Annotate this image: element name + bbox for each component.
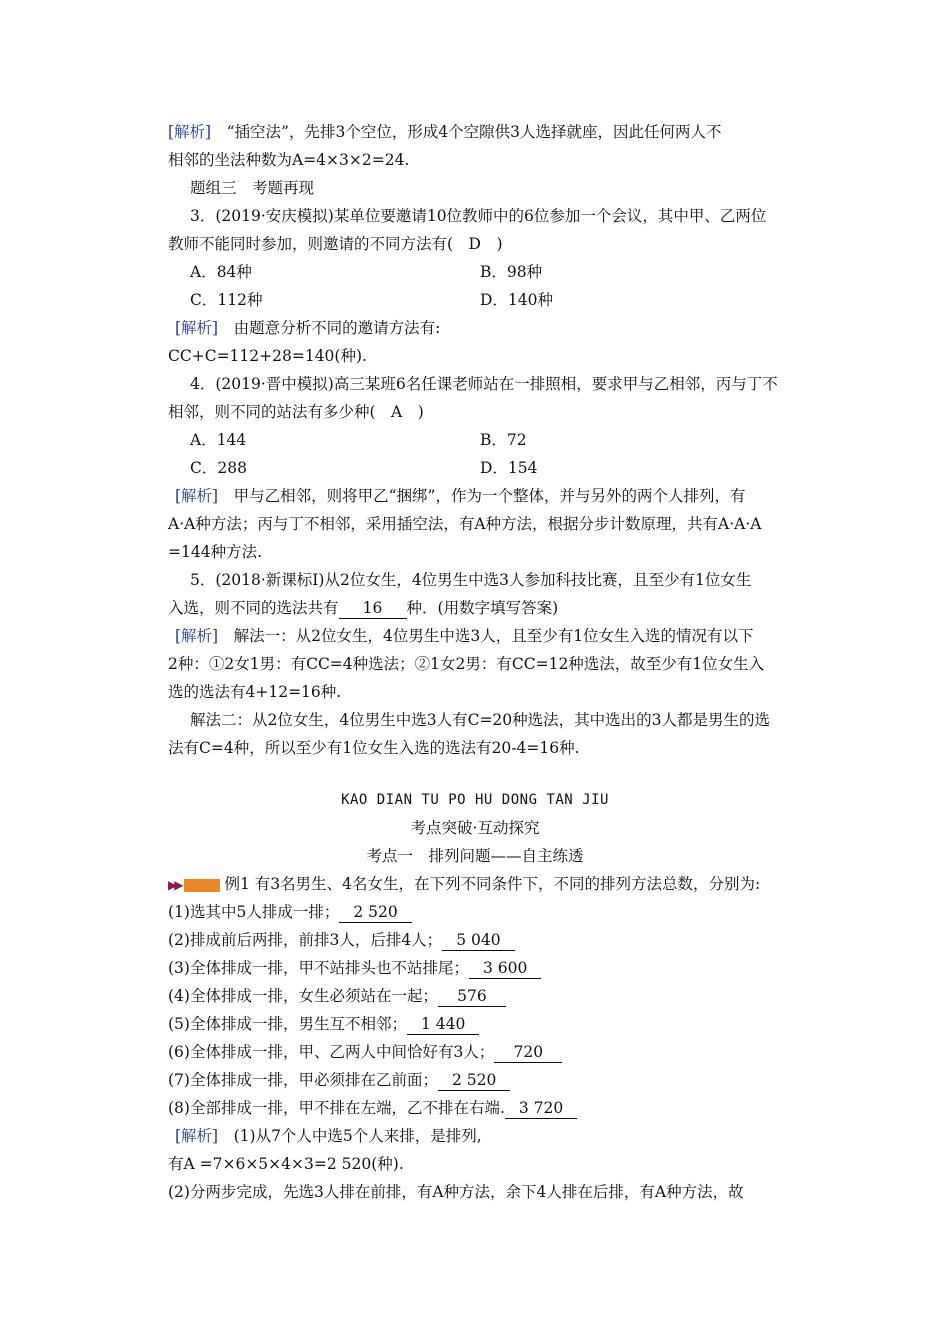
- example-item: [168, 930, 818, 951]
- item-question: (1)选其中5人排成一排；: [168, 903, 340, 921]
- example-item: [168, 1014, 818, 1035]
- text-line: 相邻，则不同的站法有多少种( A ): [168, 403, 424, 421]
- text-line: =144种方法.: [168, 543, 262, 561]
- answer-blank: 2 520: [438, 1070, 510, 1091]
- section-heading: 题组三 考题再现: [190, 179, 315, 197]
- item-question: (7)全体排成一排，甲必须排在乙前面；: [168, 1071, 438, 1089]
- text-line: 有A =7×6×5×4×3=2 520(种).: [168, 1155, 404, 1173]
- option-c: C．288: [190, 459, 247, 477]
- question-5: 5．(2018·新课标Ⅰ)从2位女生，4位男生中选3人参加科技比赛，且至少有1位女生: [190, 571, 752, 589]
- solution-line: [175, 1126, 825, 1146]
- text-line: 选的选法有4+12=16种.: [168, 683, 342, 701]
- example-intro: [168, 874, 818, 895]
- solution-text: “插空法”，先排3个空位，形成4个空隙供3人选择就座，因此任何两人不: [211, 123, 722, 141]
- example-item: [168, 958, 818, 979]
- answer-blank: 5 040: [442, 930, 514, 951]
- example-badge: [184, 879, 220, 892]
- example-item: [168, 1070, 818, 1091]
- option-b: B．98种: [480, 263, 543, 281]
- solution-text: (1)从7个人中选5个人来排，是排列,: [218, 1127, 482, 1145]
- formula-line: CC+C=112+28=140(种).: [168, 347, 367, 365]
- text-part: 入选，则不同的选法共有: [168, 599, 339, 617]
- section-pinyin: KAO DIAN TU PO HU DONG TAN JIU: [341, 792, 609, 808]
- answer-blank: 3 720: [505, 1098, 577, 1119]
- question-3: 3．(2019·安庆模拟)某单位要邀请10位教师中的6位参加一个会议，其中甲、乙两位: [190, 207, 767, 225]
- item-question: (5)全体排成一排，男生互不相邻；: [168, 1015, 407, 1033]
- section-title: 考点突破·互动探究: [410, 819, 540, 837]
- question-4: 4．(2019·晋中模拟)高三某班6名任课老师站在一排照相，要求甲与乙相邻，丙与丁不: [190, 375, 778, 393]
- text-line: (2)分两步完成，先选3人排在前排，有A种方法，余下4人排在后排，有A种方法，故: [168, 1183, 744, 1201]
- example-item: [168, 902, 818, 923]
- item-question: (2)排成前后两排，前排3人，后排4人；: [168, 931, 443, 949]
- example-item: [168, 986, 818, 1007]
- item-question: (6)全体排成一排，甲、乙两人中间恰好有3人；: [168, 1043, 495, 1061]
- double-arrow-icon: ▶▶: [168, 878, 181, 892]
- text-line: 法有C=4种，所以至少有1位女生入选的选法有20-4=16种.: [168, 739, 580, 757]
- solution-tag: [解析]: [175, 627, 219, 645]
- solution-line: [175, 626, 825, 646]
- answer-blank: 576: [438, 986, 506, 1007]
- text-line: 相邻的坐法种数为A=4×3×2=24.: [168, 151, 410, 169]
- text-line: [168, 598, 818, 619]
- solution-tag: [解析]: [168, 123, 212, 141]
- option-a: A．144: [190, 431, 247, 449]
- answer-blank: 3 600: [469, 958, 541, 979]
- option-c: C．112种: [190, 291, 263, 309]
- text-part: 种．(用数字填写答案): [406, 599, 559, 617]
- item-question: (4)全体排成一排，女生必须站在一起；: [168, 987, 438, 1005]
- option-b: B．72: [480, 431, 527, 449]
- solution-line: [175, 318, 825, 338]
- answer-blank: 1 440: [407, 1014, 479, 1035]
- answer-blank: 720: [494, 1042, 562, 1063]
- solution-tag: [解析]: [175, 319, 219, 337]
- solution-text: 解法一：从2位女生，4位男生中选3人，且至少有1位女生入选的情况有以下: [218, 627, 754, 645]
- text-line: 解法二：从2位女生，4位男生中选3人有C=20种选法，其中选出的3人都是男生的选: [190, 711, 771, 729]
- option-d: D．140种: [480, 291, 554, 309]
- solution-tag: [解析]: [175, 487, 219, 505]
- example-item: [168, 1042, 818, 1063]
- text-line: 教师不能同时参加，则邀请的不同方法有( D ): [168, 235, 503, 253]
- section-subtitle: 考点一 排列问题——自主练透: [366, 847, 584, 865]
- solution-text: 甲与乙相邻，则将甲乙“捆绑”，作为一个整体，并与另外的两个人排列，有: [218, 487, 746, 505]
- example-item: [168, 1098, 818, 1119]
- option-d: D．154: [480, 459, 538, 477]
- solution-line: [175, 486, 825, 506]
- solution-line: [168, 122, 818, 142]
- item-question: (3)全体排成一排，甲不站排头也不站排尾；: [168, 959, 469, 977]
- text-line: 2种：①2女1男：有CC=4种选法；②1女2男：有CC=12种选法，故至少有1位女生入: [168, 655, 765, 673]
- answer-blank: 16: [339, 598, 407, 619]
- item-question: (8)全部排成一排，甲不排在左端，乙不排在右端.: [168, 1099, 505, 1117]
- example-text: 例1 有3名男生、4名女生，在下列不同条件下，不同的排列方法总数，分别为:: [224, 875, 761, 893]
- text-line: A·A种方法；丙与丁不相邻，采用插空法，有A种方法，根据分步计数原理，共有A·A·A: [168, 515, 762, 533]
- answer-blank: 2 520: [339, 902, 411, 923]
- solution-text: 由题意分析不同的邀请方法有:: [218, 319, 441, 337]
- solution-tag: [解析]: [175, 1127, 219, 1145]
- option-a: A．84种: [190, 263, 252, 281]
